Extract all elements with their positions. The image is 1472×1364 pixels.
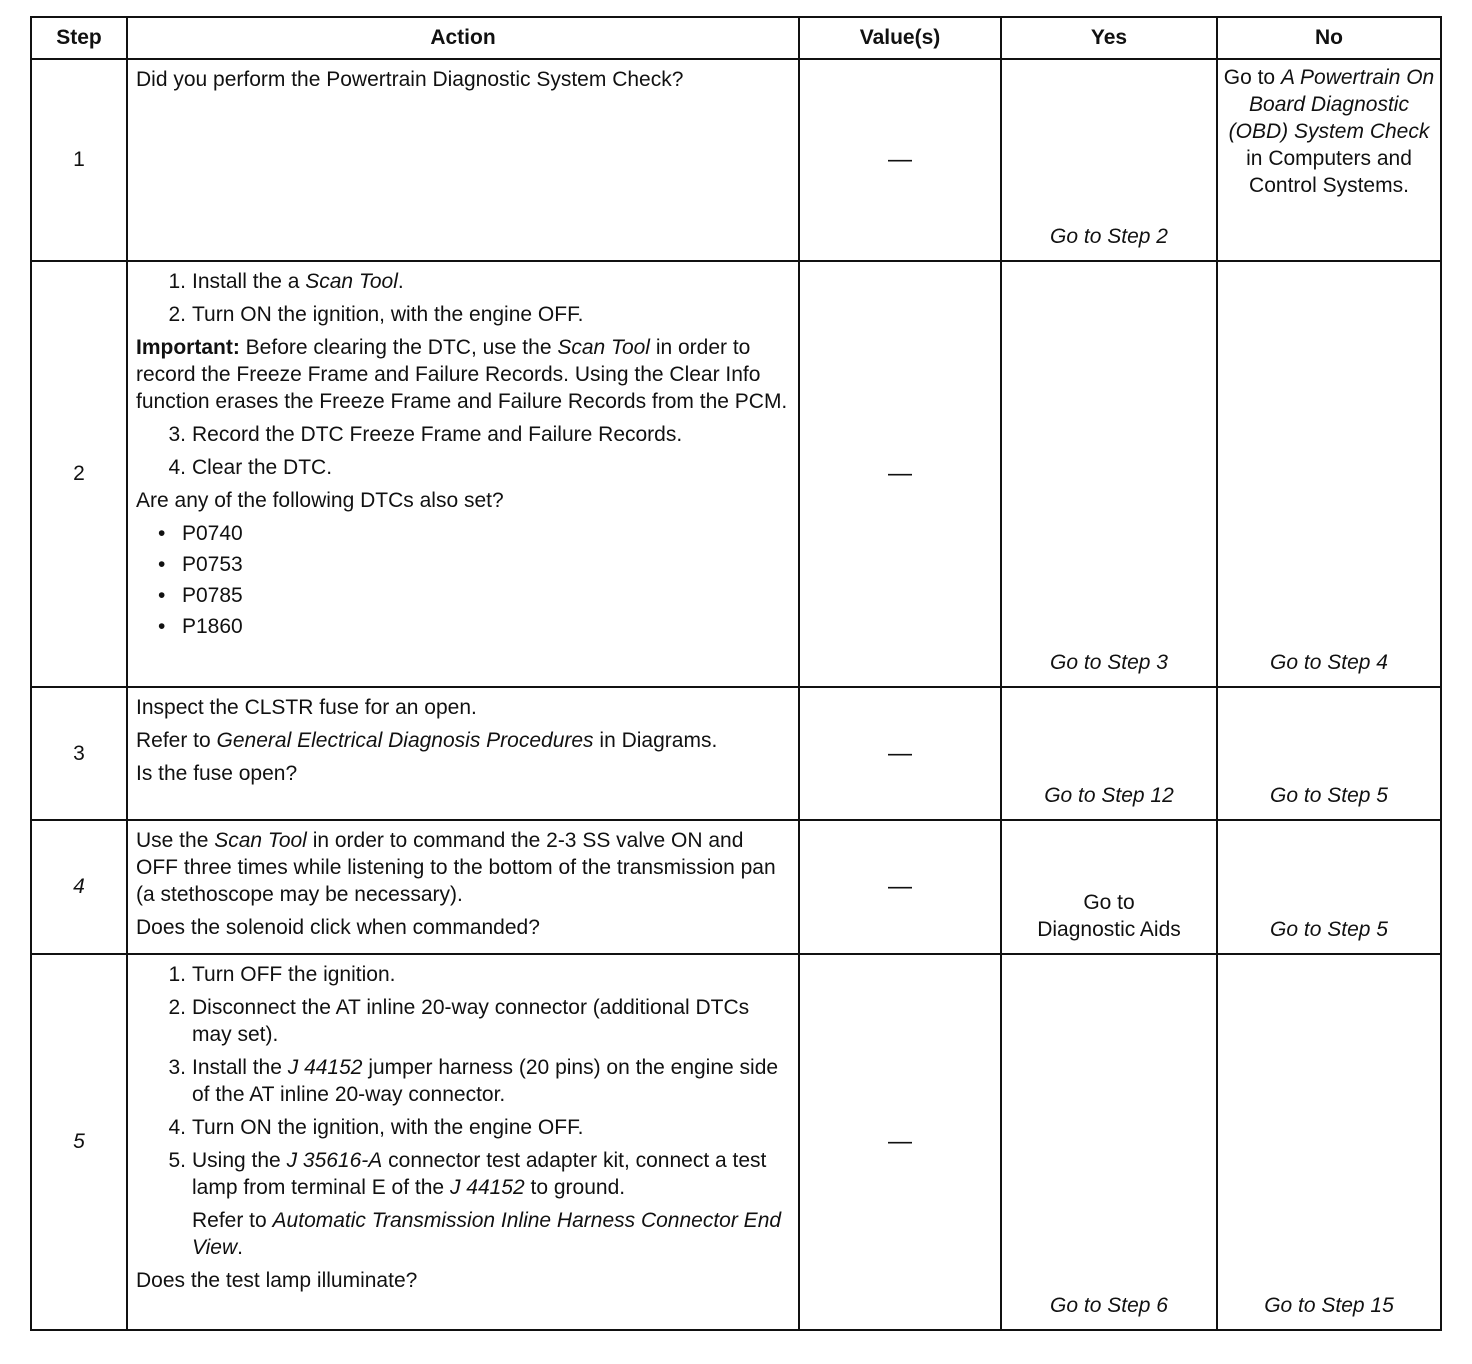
list-item: 3. Install the J 44152 jumper harness (20 pins) on the engine side of the AT inline 20-way connector. <box>168 1056 779 1106</box>
header-action: Action <box>127 17 799 59</box>
yes-cell: Go to Step 12 <box>1001 687 1217 820</box>
value-cell: — <box>799 59 1001 261</box>
table-row <box>31 954 1441 1330</box>
header-yes: Yes <box>1001 17 1217 59</box>
action-cell <box>127 954 799 1330</box>
value-cell: — <box>799 261 1001 687</box>
action-question: Did you perform the Powertrain Diagnostic System Check? <box>136 68 684 91</box>
step-list <box>136 961 790 1201</box>
list-item: 5. Using the J 35616-A connector test adapter kit, connect a test lamp from terminal E of the J 44152 to ground. <box>168 1149 767 1199</box>
no-cell: Go to Step 5 <box>1217 687 1441 820</box>
value-cell: — <box>799 820 1001 954</box>
reference-line: Refer to General Electrical Diagnosis Procedures in Diagrams. <box>136 729 718 752</box>
list-item: 2. Turn ON the ignition, with the engine OFF. <box>168 303 584 326</box>
diagnostic-table <box>30 16 1442 1331</box>
table-row <box>31 687 1441 820</box>
header-values: Value(s) <box>799 17 1001 59</box>
yes-cell: Go to Step 6 <box>1001 954 1217 1330</box>
list-item: 4. Clear the DTC. <box>168 456 333 479</box>
action-line: Inspect the CLSTR fuse for an open. <box>136 696 477 719</box>
list-item: • P0740 <box>136 520 790 547</box>
list-item: • P0785 <box>136 582 790 609</box>
reference-line: Refer to Automatic Transmission Inline Harness Connector End View. <box>192 1209 782 1259</box>
table-row <box>31 59 1441 261</box>
yes-line-1: Go to <box>1083 891 1135 914</box>
action-cell <box>127 261 799 687</box>
yes-cell: Go to Step 3 <box>1001 261 1217 687</box>
step-number: 4 <box>31 820 127 954</box>
table-row <box>31 820 1441 954</box>
list-item: 1. Turn OFF the ignition. <box>168 963 396 986</box>
action-cell <box>127 59 799 261</box>
list-item: 3. Record the DTC Freeze Frame and Failure Records. <box>168 423 683 446</box>
action-line: Use the Scan Tool in order to command the 2-3 SS valve ON and OFF three times while listening to the bottom of the transmission pan (a stethoscope may be necessary). <box>136 829 776 906</box>
list-item: • P1860 <box>136 613 790 640</box>
no-rest-text: Computers and Control Systems. <box>1249 147 1412 197</box>
action-question: Is the fuse open? <box>136 762 298 785</box>
no-link-text: A Powertrain On Board Diagnostic (OBD) System Check <box>1228 66 1435 143</box>
no-in-text: in <box>1246 147 1263 170</box>
header-no: No <box>1217 17 1441 59</box>
no-cell: Go to Step 5 <box>1217 820 1441 954</box>
no-cell: Go to Step 15 <box>1217 954 1441 1330</box>
no-goto-text: Go to <box>1223 66 1276 89</box>
value-cell: — <box>799 954 1001 1330</box>
step-number: 1 <box>31 59 127 261</box>
header-step: Step <box>31 17 127 59</box>
step-list <box>136 421 790 481</box>
action-question: Are any of the following DTCs also set? <box>136 489 504 512</box>
list-item: 2. Disconnect the AT inline 20-way connector (additional DTCs may set). <box>168 996 750 1046</box>
step-number: 3 <box>31 687 127 820</box>
yes-line-2: Diagnostic Aids <box>1037 918 1181 941</box>
list-item: 4. Turn ON the ignition, with the engine OFF. <box>168 1116 584 1139</box>
step-number: 2 <box>31 261 127 687</box>
value-cell: — <box>799 687 1001 820</box>
no-cell: Go to Step 4 <box>1217 261 1441 687</box>
action-cell <box>127 687 799 820</box>
important-note: Important: Before clearing the DTC, use the Scan Tool in order to record the Freeze Frame and Failure Records. Using the Clear Info function erases the Freeze Frame and Failure Records from the PCM. <box>136 336 788 413</box>
list-item: 1. Install the a Scan Tool. <box>168 270 404 293</box>
action-question: Does the test lamp illuminate? <box>136 1269 418 1292</box>
no-cell <box>1217 59 1441 261</box>
yes-cell: Go to Step 2 <box>1001 59 1217 261</box>
step-number: 5 <box>31 954 127 1330</box>
action-cell <box>127 820 799 954</box>
table-row <box>31 261 1441 687</box>
yes-cell <box>1001 820 1217 954</box>
dtc-list <box>136 520 790 640</box>
step-list <box>136 268 790 328</box>
list-item: • P0753 <box>136 551 790 578</box>
action-question: Does the solenoid click when commanded? <box>136 916 540 939</box>
header-row <box>31 17 1441 59</box>
